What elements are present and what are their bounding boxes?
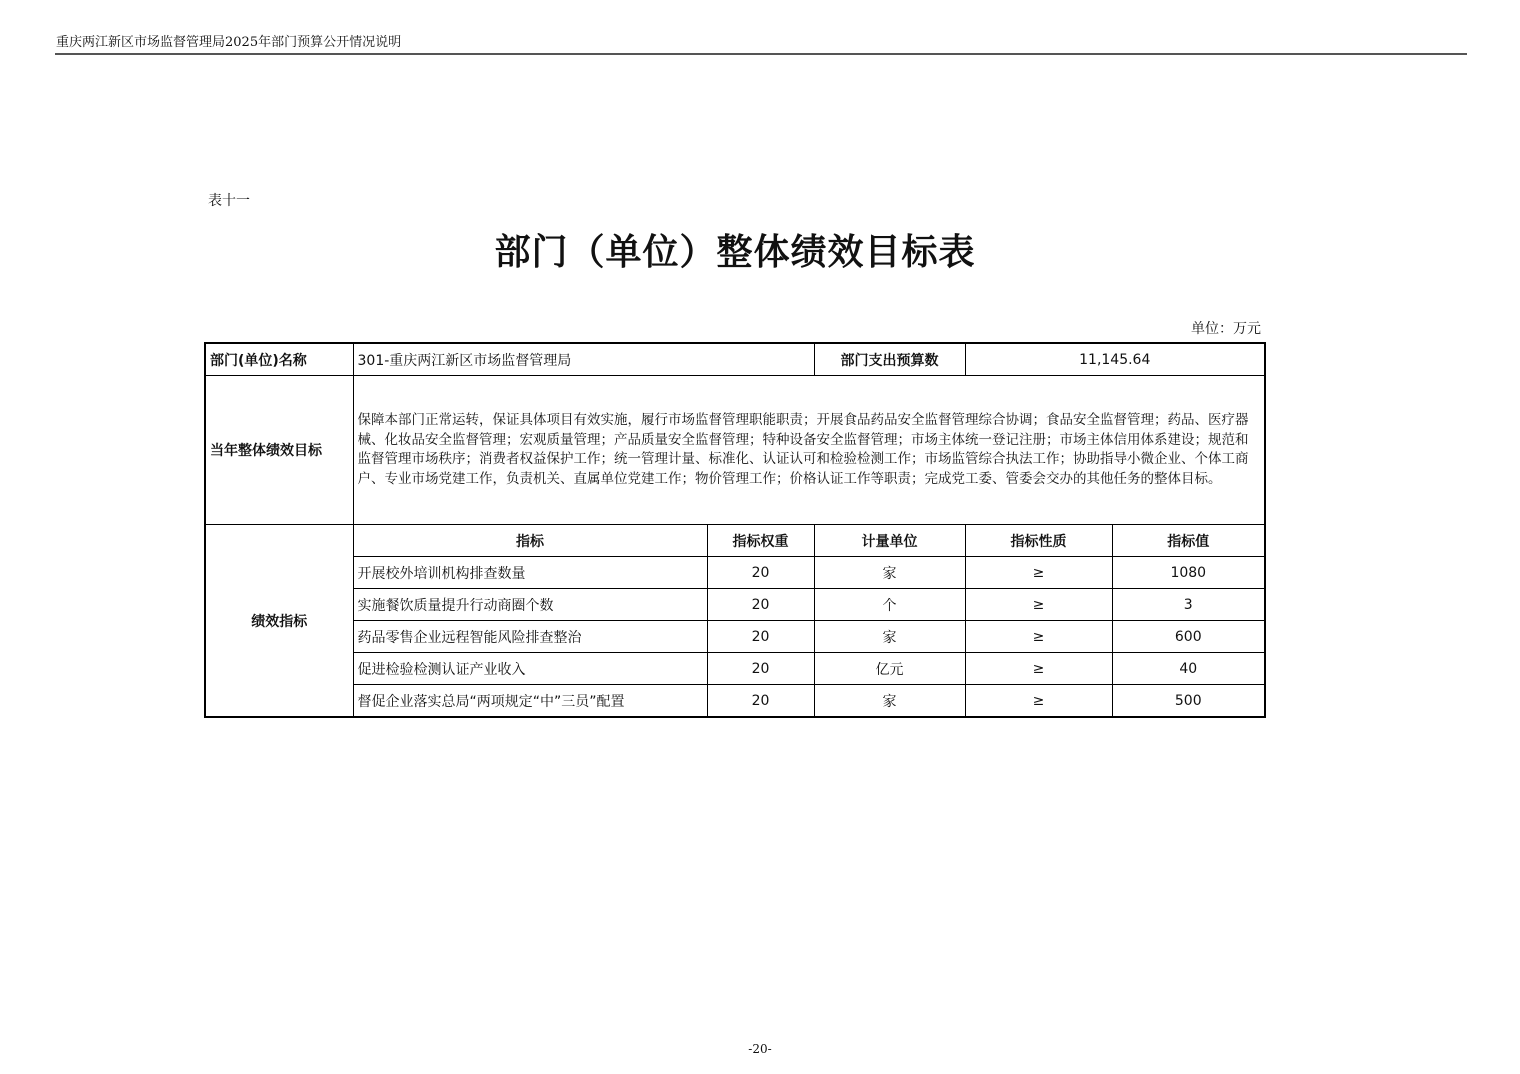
indicator-name: 督促企业落实总局“两项规定“中”三员”配置 [353,685,707,718]
indicator-value: 40 [1112,653,1265,685]
dept-budget-value: 11,145.64 [965,343,1265,376]
table-row [205,589,1265,621]
indicator-value: 1080 [1112,557,1265,589]
indicator-unit: 个 [814,589,965,621]
table-number: 表十一 [208,193,250,209]
page-number: -20- [748,1042,772,1056]
indicator-nature: ≥ [965,557,1112,589]
col-header-weight: 指标权重 [707,525,814,557]
table-row [205,685,1265,718]
dept-name-label: 部门(单位)名称 [205,343,353,376]
table-row [205,653,1265,685]
dept-name-row [205,343,1265,376]
indicator-weight: 20 [707,589,814,621]
indicator-unit: 家 [814,621,965,653]
indicator-weight: 20 [707,653,814,685]
col-header-value: 指标值 [1112,525,1265,557]
performance-goal-table [204,342,1266,718]
indicator-unit: 家 [814,685,965,718]
running-header: 重庆两江新区市场监督管理局2025年部门预算公开情况说明 [56,35,402,50]
annual-goal-row [205,376,1265,525]
dept-name-value: 301-重庆两江新区市场监督管理局 [353,343,814,376]
indicator-name: 开展校外培训机构排查数量 [353,557,707,589]
indicator-value: 500 [1112,685,1265,718]
indicator-value: 600 [1112,621,1265,653]
annual-goal-label: 当年整体绩效目标 [205,376,353,525]
indicator-unit: 亿元 [814,653,965,685]
table-row [205,557,1265,589]
indicator-name: 药品零售企业远程智能风险排查整治 [353,621,707,653]
indicator-unit: 家 [814,557,965,589]
header-divider [55,53,1467,55]
indicator-nature: ≥ [965,685,1112,718]
table-row [205,621,1265,653]
indicator-header-row [205,525,1265,557]
col-header-indicator: 指标 [353,525,707,557]
unit-label: 单位：万元 [1191,321,1261,337]
indicator-value: 3 [1112,589,1265,621]
indicator-weight: 20 [707,621,814,653]
indicator-nature: ≥ [965,653,1112,685]
indicator-weight: 20 [707,557,814,589]
col-header-unit: 计量单位 [814,525,965,557]
dept-budget-label: 部门支出预算数 [814,343,965,376]
page-title: 部门（单位）整体绩效目标表 [494,232,976,273]
annual-goal-text: 保障本部门正常运转，保证具体项目有效实施，履行市场监督管理职能职责；开展食品药品安全监督管理综合协调；食品安全监督管理；药品、医疗器械、化妆品安全监督管理；宏观质量管理；产品质量安全监督管理；特种设备安全监督管理；市场主体统一登记注册；市场主体信用体系建设；规范和监督管理市场秩序；消费者权益保护工作；统一管理计量、标准化、认证认可和检验检测工作；市场监管综合执法工作；协助指导小微企业、个体工商户、专业市场党建工作，负责机关、直属单位党建工作；物价管理工作；价格认证工作等职责；完成党工委、管委会交办的其他任务的整体目标。 [353,376,1265,525]
indicator-name: 实施餐饮质量提升行动商圈个数 [353,589,707,621]
col-header-nature: 指标性质 [965,525,1112,557]
indicator-name: 促进检验检测认证产业收入 [353,653,707,685]
indicator-nature: ≥ [965,621,1112,653]
indicator-weight: 20 [707,685,814,718]
indicator-section-label: 绩效指标 [205,525,353,718]
indicator-nature: ≥ [965,589,1112,621]
